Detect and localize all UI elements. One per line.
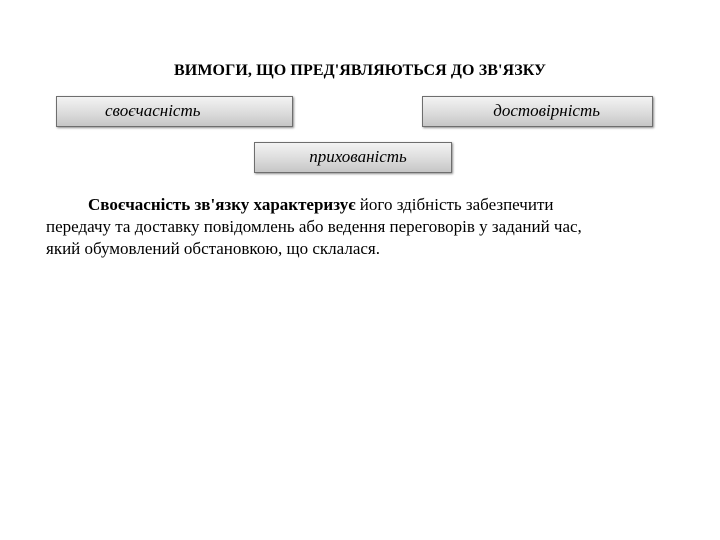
paragraph-line-1-rest: його здібність забезпечити xyxy=(355,195,554,214)
paragraph-line-1 xyxy=(46,194,686,216)
requirement-box-timeliness: своєчасність xyxy=(56,96,293,127)
paragraph-line-2: передачу та доставку повідомлень або ведення переговорів у заданий час, xyxy=(46,217,582,236)
paragraph-line-3: який обумовлений обстановкою, що склалася. xyxy=(46,239,380,258)
requirement-box-secrecy: прихованість xyxy=(254,142,452,173)
definition-paragraph xyxy=(46,194,686,260)
requirement-box-reliability: достовірність xyxy=(422,96,653,127)
slide-title: ВИМОГИ, ЩО ПРЕД'ЯВЛЯЮТЬСЯ ДО ЗВ'ЯЗКУ xyxy=(174,62,546,79)
paragraph-lead-term: Своєчасність зв'язку характеризує xyxy=(88,195,356,214)
